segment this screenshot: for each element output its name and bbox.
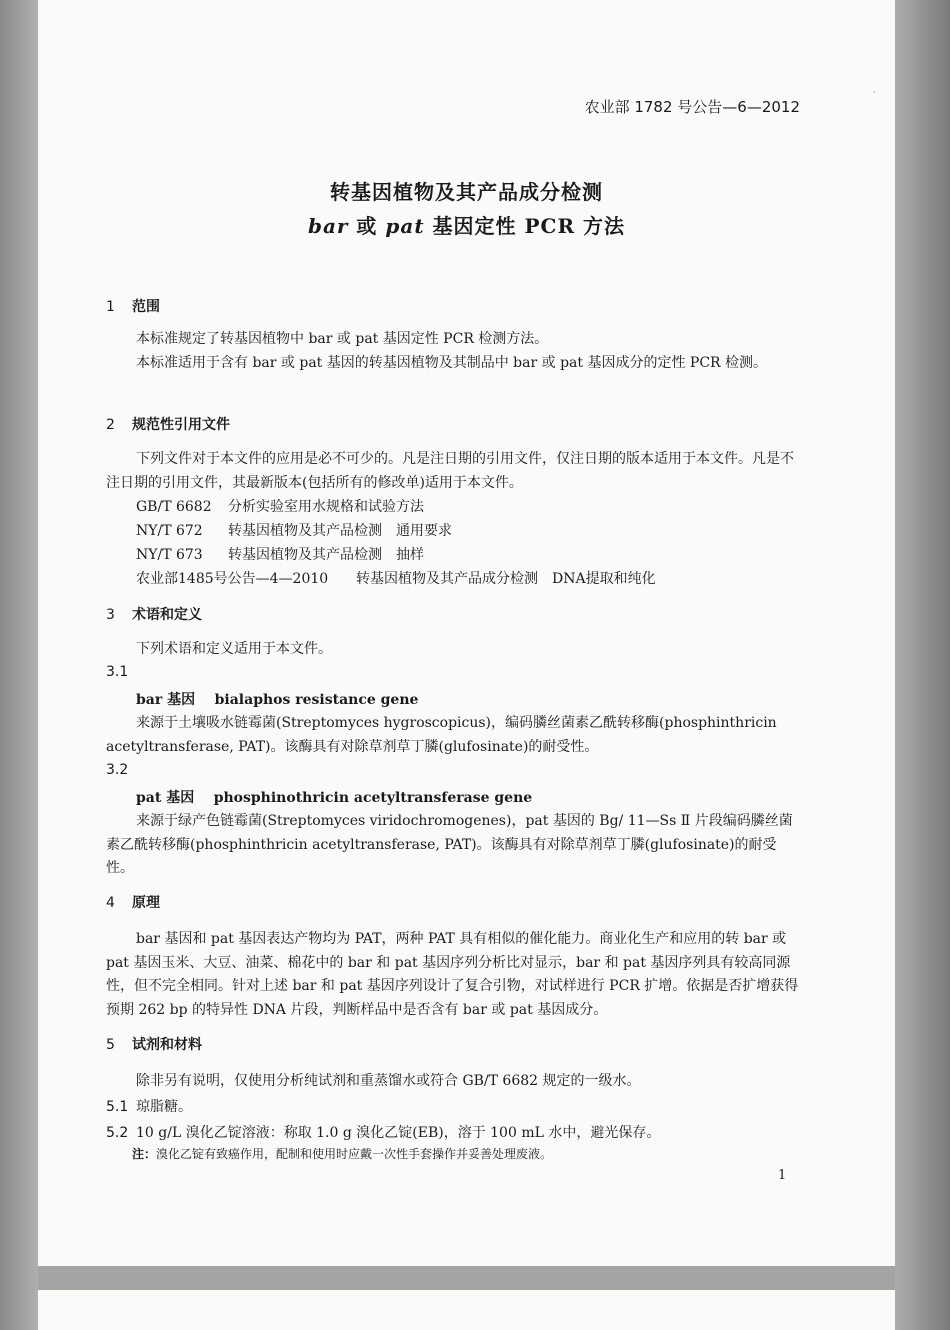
item-5-2: 5.2 10 g/L 溴化乙锭溶液：称取 1.0 g 溴化乙锭(EB)，溶于 100 mL 水中，避光保存。: [106, 1125, 661, 1141]
reference-4: 农业部1485号公告—4—2010 转基因植物及其产品成分检测 DNA提取和纯化: [136, 571, 656, 587]
section-1-para-2: 本标准适用于含有 bar 或 pat 基因的转基因植物及其制品中 bar 或 pat 基因成分的定性 PCR 检测。: [136, 355, 768, 371]
section-5-heading: 5 试剂和材料: [106, 1037, 202, 1053]
section-4-para-1: bar 基因和 pat 基因表达产物均为 PAT，两种 PAT 具有相似的催化能力。商业化生产和应用的转 bar 或 pat 基因玉米、大豆、油菜、棉花中的 bar 和 pat 基因序列分析比对显示，bar 和 pat 基因序列具有较高同源性，但不完全相同。针对上述 bar 和 pat 基因序列设计了复合引物，对试样进行 PCR 扩增。依据是否扩增获得预期 262 bp 的特异性 DNA 片段，判断样品中是否含有 bar 或 pat 基因成分。: [106, 931, 799, 1018]
title-line-2: [38, 210, 895, 239]
standard-code: 农业部 1782 号公告—6—2012: [584, 98, 800, 116]
document-page: [38, 0, 895, 1266]
item-5-1: 5.1 琼脂糖。: [106, 1099, 192, 1115]
term-3-1-number: 3.1: [106, 664, 129, 680]
term-3-2-heading: pat 基因 phosphinothricin acetyltransferase gene: [136, 790, 533, 806]
section-5-para-1: 除非另有说明，仅使用分析纯试剂和重蒸馏水或符合 GB/T 6682 规定的一级水。: [136, 1073, 641, 1089]
left-edge-shadow: [0, 0, 38, 1330]
section-3-heading: 3 术语和定义: [106, 607, 202, 623]
section-4-heading: 4 原理: [106, 895, 160, 911]
term-3-2-number: 3.2: [106, 762, 129, 778]
term-3-1-heading: bar 基因 bialaphos resistance gene: [136, 692, 419, 708]
term-3-1-definition: 来源于土壤吸水链霉菌(Streptomyces hygroscopicus)，编码膦丝菌素乙酰转移酶(phosphinthricin acetyltransferase, PAT)。该酶具有对除草剂草丁膦(glufosinate)的耐受性。: [106, 715, 777, 755]
scan-mark: ·: [873, 88, 876, 97]
note: 注：溴化乙锭有致癌作用，配制和使用时应戴一次性手套操作并妥善处理废液。: [132, 1147, 553, 1161]
page-number: 1: [778, 1168, 787, 1183]
title-rest: 基因定性: [424, 214, 525, 238]
title-or: 或: [348, 214, 386, 238]
reference-2: NY/T 672 转基因植物及其产品检测 通用要求: [136, 523, 452, 539]
title-method: 方法: [575, 214, 626, 238]
section-3-para-1: 下列术语和定义适用于本文件。: [136, 641, 332, 657]
title-line-1: 转基因植物及其产品成分检测: [330, 180, 603, 204]
section-2-heading: 2 规范性引用文件: [106, 417, 230, 433]
title-bar: bar: [307, 214, 349, 238]
section-1-para-1: 本标准规定了转基因植物中 bar 或 pat 基因定性 PCR 检测方法。: [136, 331, 549, 347]
next-page-edge: [38, 1290, 895, 1330]
term-3-2-definition: 来源于绿产色链霉菌(Streptomyces viridochromogenes)，pat 基因的 Bg/ 11—Ss Ⅱ 片段编码膦丝菌素乙酰转移酶(phosphinthricin acetyltransferase, PAT)。该酶具有对除草剂草丁膦(glufosinate)的耐受性。: [106, 813, 793, 876]
title-pcr: PCR: [524, 214, 576, 238]
right-edge-shadow: [895, 0, 950, 1330]
reference-3: NY/T 673 转基因植物及其产品检测 抽样: [136, 547, 424, 563]
section-1-heading: 1 范围: [106, 299, 160, 315]
section-2-para-1: 下列文件对于本文件的应用是必不可少的。凡是注日期的引用文件，仅注日期的版本适用于本文件。凡是不注日期的引用文件，其最新版本(包括所有的修改单)适用于本文件。: [106, 451, 794, 491]
title-pat: pat: [385, 214, 425, 238]
reference-1: GB/T 6682 分析实验室用水规格和试验方法: [136, 499, 424, 515]
